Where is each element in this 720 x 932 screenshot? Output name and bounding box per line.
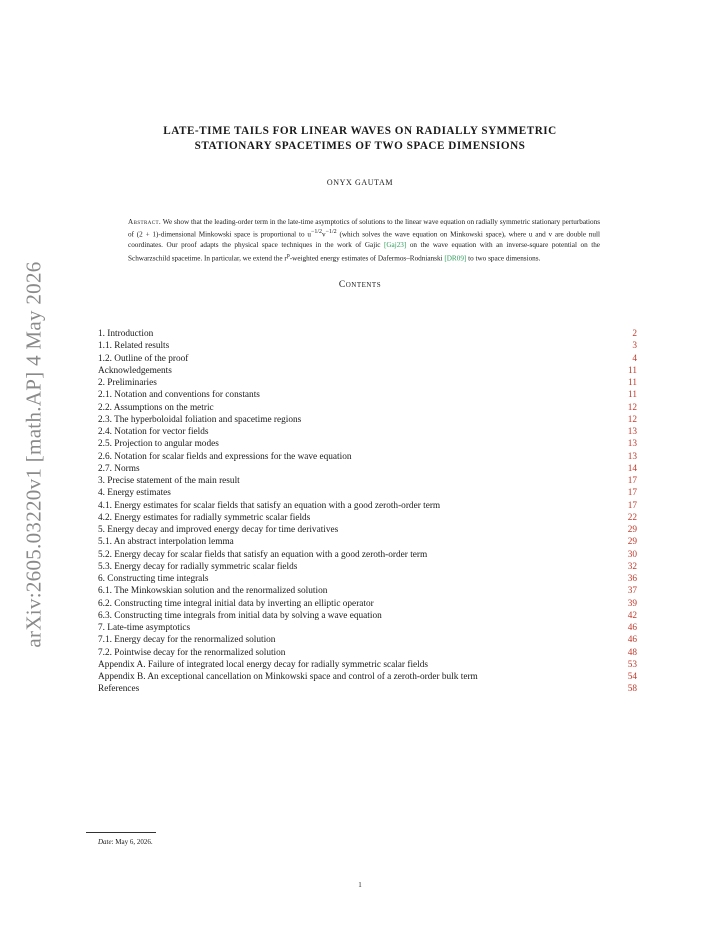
page-number: 1 xyxy=(358,881,362,889)
toc-entry-label: 2.4. Notation for vector fields xyxy=(98,427,209,437)
toc-page-link[interactable]: 58 xyxy=(627,684,637,695)
toc-entry-label: 5.1. An abstract interpolation lemma xyxy=(98,537,234,548)
toc-page-link[interactable]: 12 xyxy=(627,414,637,425)
abstract xyxy=(128,217,600,263)
toc-entry-label: 5.3. Energy decay for radially symmetric scalar fields xyxy=(98,561,298,572)
toc-entry[interactable] xyxy=(98,426,637,438)
toc-entry[interactable] xyxy=(98,634,637,646)
toc-entry-label: 4.2. Energy estimates for radially symmetric scalar fields xyxy=(98,512,311,523)
footnote-label: Date xyxy=(98,838,112,846)
toc-entry-label: 5.2. Energy decay for scalar fields that satisfy an equation with a good zeroth-order term xyxy=(98,549,428,560)
title-line-1: LATE-TIME TAILS FOR LINEAR WAVES ON RADIALLY SYMMETRIC xyxy=(163,125,557,137)
toc-page-link[interactable]: 29 xyxy=(627,525,637,535)
abstract-label: Abstract. xyxy=(128,218,162,226)
toc-entry-label: Appendix B. An exceptional cancellation on Minkowski space and control of a zeroth-order bulk term xyxy=(98,672,478,682)
toc-page-link[interactable]: 37 xyxy=(627,586,637,597)
abstract-text-1: We show that the leading-order term in the late-time asymptotics of solutions to the linear wave equation on radially symmetric stationary perturbations of (2 + 1)-dimensional Minkowski space is proportional to u xyxy=(128,218,600,239)
toc-page-link[interactable]: 13 xyxy=(627,439,637,450)
toc-page-link[interactable]: 32 xyxy=(627,561,637,572)
arxiv-identifier: arXiv:2605.03220v1 [math.AP] 4 May 2026 xyxy=(21,260,46,648)
toc-page-link[interactable]: 13 xyxy=(627,451,637,462)
toc-entry-label: Acknowledgements xyxy=(98,365,172,376)
abstract-exponent-2: −1/2 xyxy=(325,229,337,236)
toc-page-link[interactable]: 13 xyxy=(627,427,637,437)
footnote-rule xyxy=(86,832,156,833)
footnote-text: : May 6, 2026. xyxy=(111,838,153,846)
toc-entry[interactable] xyxy=(98,549,637,561)
toc-page-link[interactable]: 12 xyxy=(627,402,637,413)
toc-page-link[interactable]: 39 xyxy=(627,598,637,609)
toc-entry[interactable] xyxy=(98,500,637,512)
toc-entry[interactable] xyxy=(98,328,637,340)
toc-page-link[interactable]: 54 xyxy=(627,672,637,682)
toc-entry-label: 2.6. Notation for scalar fields and expressions for the wave equation xyxy=(98,451,352,462)
toc-entry[interactable] xyxy=(98,402,637,414)
author-name: ONYX GAUTAM xyxy=(326,178,394,187)
toc-entry-label: 7.2. Pointwise decay for the renormalized solution xyxy=(98,647,286,658)
contents-heading: Contents xyxy=(338,280,382,290)
toc-entry[interactable] xyxy=(98,475,637,487)
toc-page-link[interactable]: 30 xyxy=(627,549,637,560)
toc-entry-label: 3. Precise statement of the main result xyxy=(98,476,240,486)
toc-entry[interactable] xyxy=(98,561,637,573)
toc-entry-label: 6.2. Constructing time integral initial data by inverting an elliptic operator xyxy=(98,598,374,609)
toc-page-link[interactable]: 11 xyxy=(628,378,637,388)
abstract-exponent-1: −1/2 xyxy=(310,229,323,236)
toc-page-link[interactable]: 36 xyxy=(627,574,637,584)
toc-entry-label: Appendix A. Failure of integrated local energy decay for radially symmetric scalar fields xyxy=(98,659,429,670)
toc-entry[interactable] xyxy=(98,610,637,622)
table-of-contents xyxy=(98,328,637,696)
toc-entry[interactable] xyxy=(98,524,637,536)
date-footnote xyxy=(98,838,153,846)
toc-entry-label: 1. Introduction xyxy=(98,329,154,339)
abstract-text-3: (which solves the wave equation on Minkowski space), where u and v are double null coordinates. Our proof adapts the physical space techniques in the work of Gajic xyxy=(128,230,600,250)
abstract-exponent-3: p xyxy=(286,252,290,259)
toc-entry[interactable] xyxy=(98,536,637,548)
title-line-2: STATIONARY SPACETIMES OF TWO SPACE DIMENSIONS xyxy=(194,140,526,152)
arxiv-sidebar xyxy=(6,248,62,660)
toc-entry[interactable] xyxy=(98,598,637,610)
toc-entry[interactable] xyxy=(98,438,637,450)
toc-entry-label: 2.5. Projection to angular modes xyxy=(98,439,219,450)
toc-page-link[interactable]: 29 xyxy=(627,537,637,548)
toc-entry-label: 6.1. The Minkowskian solution and the renormalized solution xyxy=(98,586,328,597)
toc-entry[interactable] xyxy=(98,573,637,585)
toc-page-link[interactable]: 48 xyxy=(627,647,637,658)
abstract-text-5: -weighted energy estimates of Dafermos–Rodnianski xyxy=(289,254,445,262)
toc-entry-label: 2.7. Norms xyxy=(98,463,140,474)
toc-entry[interactable] xyxy=(98,365,637,377)
toc-entry-label: 1.1. Related results xyxy=(98,341,170,352)
toc-entry-label: 6.3. Constructing time integrals from initial data by solving a wave equation xyxy=(98,610,382,621)
toc-page-link[interactable]: 46 xyxy=(627,623,637,633)
toc-page-link[interactable]: 53 xyxy=(627,659,637,670)
toc-entry[interactable] xyxy=(98,389,637,401)
toc-entry[interactable] xyxy=(98,451,637,463)
toc-page-link[interactable]: 46 xyxy=(627,635,637,646)
toc-entry-label: 4. Energy estimates xyxy=(98,488,171,499)
toc-entry-label: 2. Preliminaries xyxy=(98,378,157,388)
toc-page-link[interactable]: 2 xyxy=(632,329,637,339)
toc-entry[interactable] xyxy=(98,340,637,352)
abstract-text-4: on the wave equation with an inverse-square potential on the Schwarzschild spacetime. In particular, we extend the r xyxy=(128,241,600,262)
toc-page-link[interactable]: 14 xyxy=(627,463,637,474)
toc-entry-label: 6. Constructing time integrals xyxy=(98,574,209,584)
toc-page-link[interactable]: 42 xyxy=(627,610,637,621)
toc-entry[interactable] xyxy=(98,353,637,365)
toc-entry-label: 7.1. Energy decay for the renormalized solution xyxy=(98,635,276,646)
toc-entry[interactable] xyxy=(98,659,637,671)
toc-page-link[interactable]: 17 xyxy=(627,488,637,499)
toc-entry-label: 7. Late-time asymptotics xyxy=(98,623,191,633)
abstract-text-2: v xyxy=(322,230,326,239)
toc-entry[interactable] xyxy=(98,622,637,634)
toc-entry[interactable] xyxy=(98,512,637,524)
toc-entry-label: 2.3. The hyperboloidal foliation and spacetime regions xyxy=(98,414,302,425)
toc-page-link[interactable]: 17 xyxy=(627,500,637,511)
toc-entry[interactable] xyxy=(98,647,637,659)
toc-entry-label: 2.1. Notation and conventions for constants xyxy=(98,390,260,401)
toc-entry-label: 5. Energy decay and improved energy decay for time derivatives xyxy=(98,525,339,535)
paper-title xyxy=(120,124,600,154)
toc-entry[interactable] xyxy=(98,683,637,695)
toc-entry[interactable] xyxy=(98,585,637,597)
toc-entry-label: 2.2. Assumptions on the metric xyxy=(98,402,214,413)
toc-entry[interactable] xyxy=(98,377,637,389)
citation-gaj23-link[interactable]: [Gaj23] xyxy=(383,241,407,250)
toc-page-link[interactable]: 3 xyxy=(632,341,637,352)
toc-entry-label: References xyxy=(98,684,140,695)
toc-entry[interactable] xyxy=(98,671,637,683)
toc-entry[interactable] xyxy=(98,414,637,426)
toc-entry-label: 1.2. Outline of the proof xyxy=(98,353,189,364)
toc-entry[interactable] xyxy=(98,463,637,475)
toc-page-link[interactable]: 17 xyxy=(627,476,637,486)
toc-page-link[interactable]: 22 xyxy=(627,512,637,523)
toc-page-link[interactable]: 11 xyxy=(628,390,637,401)
toc-entry-label: 4.1. Energy estimates for scalar fields that satisfy an equation with a good zeroth-order term xyxy=(98,500,441,511)
abstract-text-6: to two space dimensions. xyxy=(466,254,541,262)
toc-entry[interactable] xyxy=(98,487,637,499)
toc-page-link[interactable]: 4 xyxy=(632,353,637,364)
citation-dr09-link[interactable]: [DR09] xyxy=(444,254,467,262)
toc-page-link[interactable]: 11 xyxy=(628,365,637,376)
